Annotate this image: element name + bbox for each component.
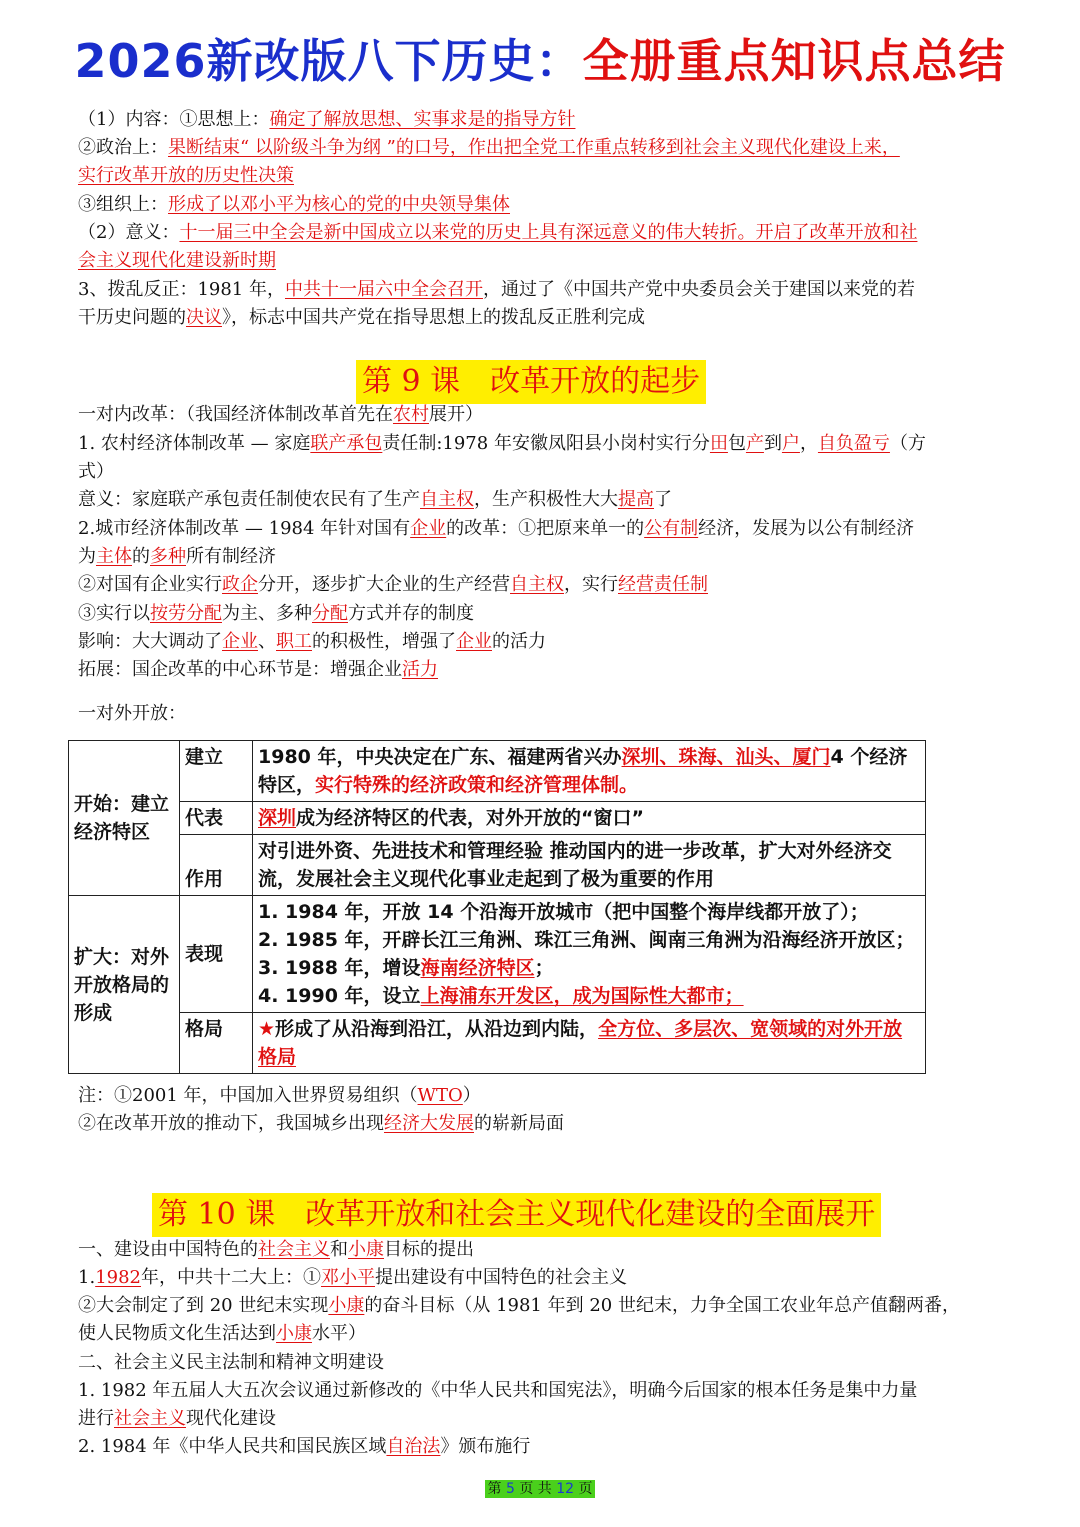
text: 所有制经济 <box>186 546 276 567</box>
text: 一、建设由中国特色的 <box>78 1239 258 1260</box>
key-point: 自主权 <box>510 574 564 595</box>
key-point: 公有制 <box>644 518 699 539</box>
total-pages: 12 <box>556 1481 575 1497</box>
key-point: 自主权 <box>420 489 474 510</box>
text: 成为经济特区的代表，对外开放的“窗口” <box>296 807 644 829</box>
text: 的积极性，增强了 <box>312 631 456 652</box>
text: 共 <box>537 1481 552 1497</box>
lesson-9-heading <box>356 360 706 404</box>
key-point: 决议 <box>186 307 222 328</box>
table-label-cell: 代表 <box>180 802 253 835</box>
content-line <box>78 401 483 429</box>
key-point: 确定了解放思想、实事求是的指导方针 <box>269 109 576 130</box>
text: 3、拨乱反正：1981 年， <box>78 279 285 300</box>
star-icon: ★ <box>258 1018 276 1040</box>
key-point: 小康 <box>328 1295 365 1316</box>
text: 目标的提出 <box>384 1239 474 1260</box>
text: 4. 1990 年，设立 <box>258 985 421 1007</box>
key-point: 十一届三中全会是新中国成立以来党的历史上具有深远意义的伟大转折。开启了改革开放和社 <box>179 222 918 243</box>
content-line <box>78 1110 564 1138</box>
text: 影响：大大调动了 <box>78 631 222 652</box>
content-line <box>78 219 917 247</box>
text: 年，中共十二大上：① <box>141 1267 321 1288</box>
text: 1. 1982 年五届人大五次会议通过新修改的《中华人民共和国宪法》，明确今后国家的根本任务是集中力量 <box>78 1380 918 1401</box>
table-group-cell: 扩大：对外开放格局的形成 <box>69 896 180 1074</box>
key-point: 小康 <box>276 1323 312 1344</box>
text: 页 <box>578 1481 593 1497</box>
text: 和 <box>330 1239 348 1260</box>
key-point: 企业 <box>456 631 492 652</box>
content-line <box>78 1349 384 1377</box>
key-point: 实行改革开放的历史性决策 <box>78 165 294 186</box>
content-line <box>78 430 926 458</box>
text: 的 <box>132 546 150 567</box>
text: 到 <box>763 433 782 454</box>
table-content-cell <box>253 1013 926 1074</box>
key-point: 自负盈亏 <box>817 433 890 454</box>
content-line <box>78 515 914 543</box>
text: 分开，逐步扩大企业的生产经营 <box>258 574 510 595</box>
text: （2）意义： <box>78 222 180 243</box>
key-point: 产 <box>745 433 764 454</box>
text: 、 <box>258 631 276 652</box>
text: 一对内改革：（我国经济体制改革首先在 <box>78 404 393 425</box>
content-line <box>78 162 294 190</box>
list-item: 2. 1985 年，开辟长江三角洲、珠江三角洲、闽南三角洲为沿海经济开放区； <box>258 929 915 951</box>
content-line <box>78 1377 917 1405</box>
text: 4 个经济特区， <box>258 746 908 796</box>
content-line <box>78 700 186 728</box>
text: 第 <box>487 1481 502 1497</box>
list-item <box>258 982 920 1010</box>
content-line <box>78 656 438 684</box>
text: ③组织上： <box>78 194 168 215</box>
key-point: 社会主义 <box>114 1408 186 1429</box>
text: 二、社会主义民主法制和精神文明建设 <box>78 1352 384 1373</box>
opening-up-table <box>68 740 926 1074</box>
key-point: WTO <box>417 1085 463 1106</box>
current-page: 5 <box>505 1481 515 1497</box>
text: ， <box>799 433 818 454</box>
text: 现代化建设 <box>186 1408 276 1429</box>
content-line <box>78 600 474 628</box>
text: ②对国有企业实行 <box>78 574 222 595</box>
text: 2.城市经济体制改革 — 1984 年针对国有 <box>78 518 411 539</box>
text: 一对外开放： <box>78 703 186 724</box>
text: 提出建设有中国特色的社会主义 <box>375 1267 627 1288</box>
text: 注：①2001 年，中国加入世界贸易组织（ <box>78 1085 418 1106</box>
key-point: 主体 <box>96 546 132 567</box>
text: （方 <box>889 433 926 454</box>
key-point: 形成了以邓小平为核心的党的中央领导集体 <box>168 194 510 215</box>
text: 》，标志中国共产党在指导思想上的拨乱反正胜利完成 <box>222 307 645 328</box>
text: 进行 <box>78 1408 114 1429</box>
content-line <box>78 628 546 656</box>
key-point: 活力 <box>402 659 438 680</box>
text: 的奋斗目标（从 1981 年到 20 世纪末，力争全国工农业年总产值翻两番， <box>364 1295 960 1316</box>
key-point: 经济大发展 <box>384 1113 474 1134</box>
content-line <box>78 543 276 571</box>
table-row <box>69 835 926 896</box>
table-label-cell: 建立 <box>180 741 253 802</box>
key-point: 小康 <box>348 1239 384 1260</box>
table-content-cell <box>253 741 926 802</box>
lesson-10-heading <box>152 1193 881 1237</box>
page-title <box>0 28 1080 94</box>
list-item <box>258 954 920 982</box>
key-point: 按劳分配 <box>150 603 222 624</box>
content-line <box>78 304 645 332</box>
table-row <box>69 1013 926 1074</box>
text: ②大会制定了到 20 世纪末实现 <box>78 1295 329 1316</box>
key-point: 邓小平 <box>321 1267 375 1288</box>
text: 拓展：国企改革的中心环节是：增强企业 <box>78 659 402 680</box>
text: 水平） <box>312 1323 366 1344</box>
table-group-cell: 开始：建立经济特区 <box>69 741 180 896</box>
key-point: 分配 <box>312 603 348 624</box>
key-point: 果断结束“ 以阶级斗争为纲 ”的口号，作出把全党工作重点转移到社会主义现代化建设上来， <box>168 137 900 158</box>
table-label-cell: 格局 <box>180 1013 253 1074</box>
key-point: 户 <box>781 433 800 454</box>
content-line <box>78 134 900 162</box>
table-label-cell: 表现 <box>180 896 253 1013</box>
text: ③实行以 <box>78 603 150 624</box>
text: ②政治上： <box>78 137 168 158</box>
key-point: 经营责任制 <box>618 574 708 595</box>
key-point: 深圳 <box>258 807 297 829</box>
table-content-cell <box>253 896 926 1013</box>
content-line <box>78 191 510 219</box>
text: 责任制:1978 年安徽凤阳县小岗村实行分 <box>382 433 710 454</box>
key-point: 自治法 <box>386 1436 441 1457</box>
text: ②在改革开放的推动下，我国城乡出现 <box>78 1113 384 1134</box>
text: ； <box>534 957 554 979</box>
content-line <box>78 1433 530 1461</box>
content-line <box>78 486 672 514</box>
text: 2. 1984 年《中华人民共和国民族区域 <box>78 1436 387 1457</box>
content-line <box>78 1320 366 1348</box>
key-point: 会主义现代化建设新时期 <box>78 250 276 271</box>
text: 3. 1988 年，增设 <box>258 957 421 979</box>
text: 1. 农村经济体制改革 — 家庭 <box>78 433 311 454</box>
text: 页 <box>519 1481 534 1497</box>
table-content-cell: 对引进外资、先进技术和管理经验 推动国内的进一步改革，扩大对外经济交流，发展社会主义现代化事业走起到了极为重要的作用 <box>253 835 926 896</box>
key-point: 社会主义 <box>258 1239 330 1260</box>
table-row <box>69 896 926 1013</box>
text: ，实行 <box>564 574 618 595</box>
content-line <box>78 458 114 486</box>
text: 了 <box>654 489 672 510</box>
title-part2: 全册重点知识点总结 <box>582 34 1006 88</box>
text: 展开） <box>429 404 483 425</box>
key-point: 企业 <box>222 631 258 652</box>
text: 方式并存的制度 <box>348 603 474 624</box>
text: 》颁布施行 <box>440 1436 531 1457</box>
content-line <box>78 1236 474 1264</box>
text: 为主、多种 <box>222 603 312 624</box>
key-point: 田 <box>709 433 728 454</box>
text: 意义：家庭联产承包责任制使农民有了生产 <box>78 489 420 510</box>
key-point: 联产承包 <box>310 433 383 454</box>
text: 干历史问题的 <box>78 307 186 328</box>
text: ，通过了《中国共产党中央委员会关于建国以来党的若 <box>482 279 915 300</box>
key-point: 海南经济特区 <box>420 957 535 979</box>
key-point: 企业 <box>410 518 447 539</box>
content-line <box>78 247 276 275</box>
key-point: 全方位、多层次、宽领域的对外开放格局 <box>258 1018 903 1068</box>
heading-text: 第 10 课 改革开放和社会主义现代化建设的全面展开 <box>158 1197 876 1232</box>
text: （1）内容：①思想上： <box>78 109 270 130</box>
content-line <box>78 1082 481 1110</box>
text: 经济，发展为以公有制经济 <box>698 518 915 539</box>
content-line <box>78 1405 276 1433</box>
text: 式） <box>78 461 114 482</box>
text: 形成了从沿海到沿江，从沿边到内陆， <box>275 1018 599 1040</box>
key-point: 政企 <box>222 574 258 595</box>
title-part1: 2026新改版八下历史： <box>74 34 583 88</box>
key-point: 深圳、珠海、汕头、厦门 <box>621 746 831 768</box>
key-point: 农村 <box>393 404 429 425</box>
content-line <box>78 571 708 599</box>
text: 为 <box>78 546 96 567</box>
page-number <box>0 1478 1080 1498</box>
text: 的崭新局面 <box>474 1113 564 1134</box>
key-point: 提高 <box>618 489 654 510</box>
key-point: 1982 <box>95 1267 141 1288</box>
key-point: 职工 <box>276 631 312 652</box>
content-line <box>78 106 575 134</box>
text: ） <box>462 1085 481 1106</box>
key-point: 实行特殊的经济政策和经济管理体制。 <box>315 774 639 796</box>
text: 1980 年，中央决定在广东、福建两省兴办 <box>258 746 622 768</box>
content-line <box>78 1292 960 1320</box>
table-row <box>69 802 926 835</box>
text: 1. <box>78 1267 96 1288</box>
text: 包 <box>727 433 746 454</box>
heading-text: 第 9 课 改革开放的起步 <box>362 364 701 399</box>
key-point: 上海浦东开发区，成为国际性大都市； <box>420 985 744 1007</box>
table-row <box>69 741 926 802</box>
content-line <box>78 276 915 304</box>
key-point: 中共十一届六中全会召开 <box>284 279 483 300</box>
list-item: 1. 1984 年，开放 14 个沿海开放城市（把中国整个海岸线都开放了）； <box>258 901 869 923</box>
text: 的改革：①把原来单一的 <box>446 518 645 539</box>
text: 使人民物质文化生活达到 <box>78 1323 276 1344</box>
text: ，生产积极性大大 <box>474 489 618 510</box>
content-line <box>78 1264 627 1292</box>
key-point: 多种 <box>150 546 186 567</box>
table-content-cell <box>253 802 926 835</box>
text: 的活力 <box>492 631 546 652</box>
table-label-cell: 作用 <box>180 835 253 896</box>
